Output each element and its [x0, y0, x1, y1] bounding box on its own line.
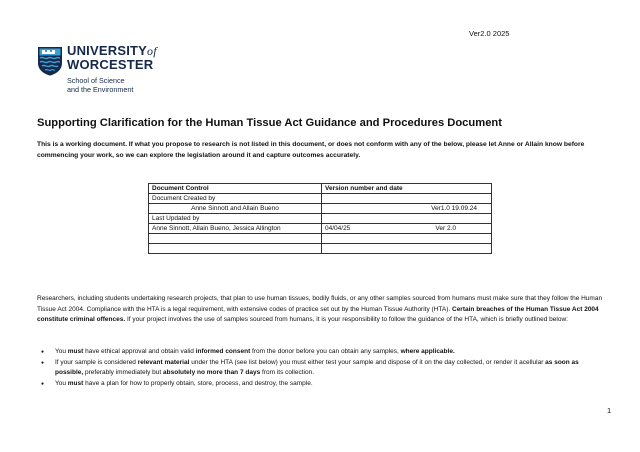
bullet-text: If your sample is considered: [55, 358, 138, 366]
header-document-control: Document Control: [149, 184, 322, 194]
crest-icon: [37, 46, 63, 76]
hta-paragraph: [37, 294, 607, 326]
bullet-text: from its collection.: [260, 369, 315, 376]
bullet-text: from the donor before you can obtain any samples,: [250, 348, 401, 355]
wordmark-worcester: WORCESTER: [67, 57, 154, 72]
school-line-2: and the Environment: [67, 85, 134, 94]
table-row: [149, 194, 492, 204]
bullet-text: You: [55, 379, 68, 387]
empty-cell: [322, 214, 492, 224]
bullet-bold: absolutely no more than 7 days: [163, 369, 261, 376]
university-logo: [37, 44, 177, 104]
table-header-row: [149, 184, 492, 194]
table-row: [149, 214, 492, 224]
bullet-text: under the HTA (see list below) you must either test your sample and dispose of it on the day collected, or render it acellular: [189, 358, 546, 366]
empty-cell: [322, 234, 492, 244]
table-row: [149, 234, 492, 244]
bullet-text: have a plan for how to properly obtain, store, process, and destroy, the sample.: [83, 379, 313, 387]
wordmark-university: UNIVERSITY: [67, 43, 148, 58]
wordmark-of: of: [147, 44, 157, 58]
document-control-table: [148, 183, 492, 254]
paragraph-part-1: Researchers, including students undertaking research projects, that plan to use human tissues, bodily fluids, or any other samples sourced from humans must make sure that they follow the Human Tissue Act 2004. Compliance with the HTA is a legal requirement, with extensive codes of practice set out by the Human Tissue Authority (HTA).: [37, 295, 603, 313]
list-item: [37, 347, 607, 358]
table-row: [149, 224, 492, 234]
updated-date: 04/04/25: [325, 225, 351, 232]
empty-cell: [322, 244, 492, 254]
bullet-text: have ethical approval and obtain valid: [83, 348, 196, 355]
bullet-bold: relevant material: [137, 358, 190, 366]
school-name: [67, 76, 133, 94]
table-row: [149, 204, 492, 214]
school-line-1: School of Science: [67, 76, 125, 85]
empty-cell: [322, 194, 492, 204]
paragraph-bold: Certain breaches of the Human Tissue Act 2004 constitute criminal offences.: [37, 305, 599, 323]
bullet-text: preferably immediately but: [83, 369, 164, 376]
created-version: Ver1.0 19.09.24: [322, 204, 492, 214]
created-by-label: Document Created by: [149, 194, 322, 204]
bullet-bold: where applicable.: [400, 348, 455, 355]
created-by-names: Anne Sinnott and Allain Bueno: [149, 204, 322, 214]
document-title: Supporting Clarification for the Human Tissue Act Guidance and Procedures Document: [37, 117, 502, 129]
updated-by-names: Anne Sinnott, Allain Bueno, Jessica Allington: [149, 224, 322, 234]
table-row: [149, 244, 492, 254]
paragraph-part-2: If your project involves the use of samples sourced from humans, it is your responsibility to follow the guidance of the HTA, which is briefly outlined below:: [126, 316, 568, 323]
updated-version-cell: [322, 224, 492, 234]
list-item: [37, 379, 607, 390]
page-number: 1: [607, 406, 612, 415]
intro-paragraph: This is a working document. If what you propose to research is not listed in this document, or does not conform with any of the below, please let Anne or Allain know before commencing your work, so we can explore the legislation around it and capture outcomes accurately.: [37, 141, 585, 159]
updated-version: Ver 2.0: [435, 225, 456, 232]
requirements-list: [37, 347, 607, 389]
bullet-bold: must: [67, 348, 84, 355]
empty-cell: [149, 244, 322, 254]
bullet-bold: must: [67, 379, 84, 387]
updated-by-label: Last Updated by: [149, 214, 322, 224]
empty-cell: [149, 234, 322, 244]
bullet-text: You: [55, 348, 68, 355]
bullet-bold: informed consent: [195, 348, 251, 355]
university-wordmark: [67, 44, 157, 72]
list-item: [37, 358, 607, 379]
version-label: Ver2.0 2025: [469, 29, 510, 38]
bullet-bold: as soon as possible,: [55, 358, 579, 376]
header-version-date: Version number and date: [322, 184, 492, 194]
